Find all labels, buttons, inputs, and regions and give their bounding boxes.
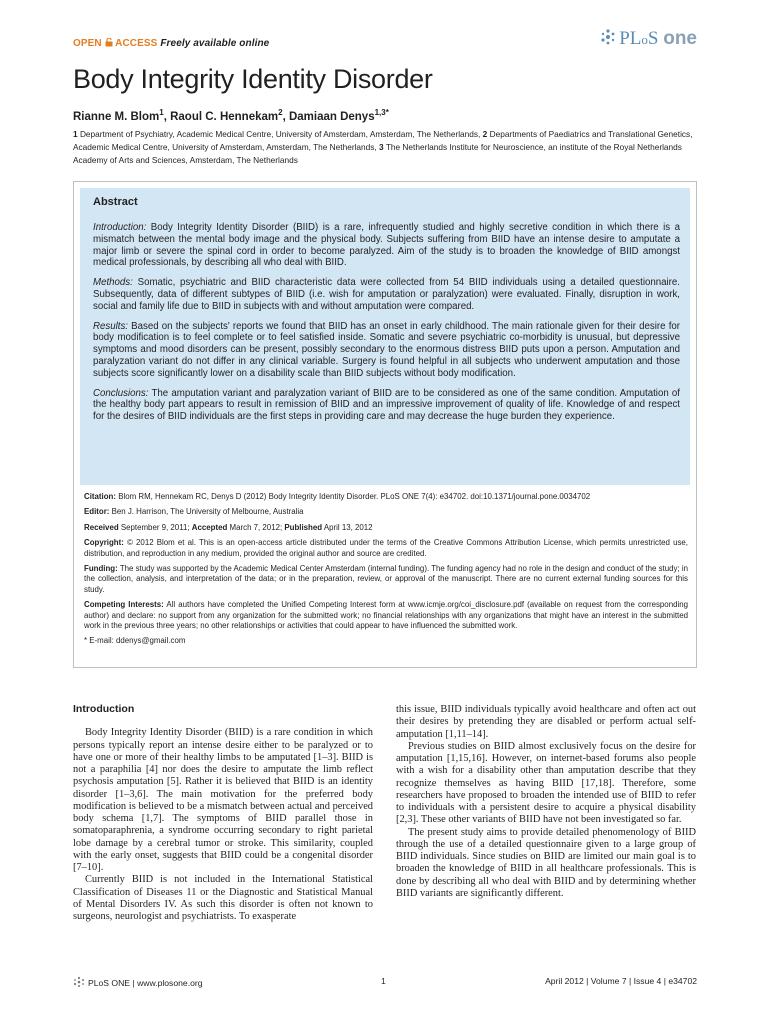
abstract-box [73,181,697,668]
body-column-right [396,704,696,900]
abstract-conclusions: Conclusions: The amputation variant and paralyzation variant of BIID are to be considered as one of the same condition. Amputation of the healthy body part appears to result in remission of BIID and an impressive improvement of quality of life. Knowledge of and respect for the desires of BIID individuals are the first steps in providing care and may decrease the huge burden they experience. [93,387,680,423]
page-footer: PLoS ONE | www.plosone.org 1 April 2012 | Volume 7 | Issue 4 | e34702 [73,974,697,990]
open-access-banner [73,38,269,49]
paragraph: Previous studies on BIID almost exclusively focus on the desire for amputation [1,15,16]. However, on internet-based forums also people with a wish for a disability other than amputation describe that they recognize themselves as having BIID [17,18]. Therefore, some researchers have proposed to broaden the intended use of BIID to refer to individuals with a persistent desire to acquire a physical disability [2,3]. These other variants of BIID have not been investigated so far. [396,740,696,826]
freely-available-label: Freely available online [160,38,270,49]
page-number: 1 [381,976,386,986]
introduction-heading: Introduction [73,703,135,715]
open-label: OPEN [73,38,102,49]
issue-info: April 2012 | Volume 7 | Issue 4 | e34702 [545,976,697,986]
editor: Editor: Ben J. Harrison, The University of Melbourne, Australia [84,507,304,517]
paragraph: Body Integrity Identity Disorder (BIID) is a rare condition in which persons typically report an intense desire either to be paralyzed or to have one or more of their healthy limbs to be amputated [1–3]. BIID is not a paraphilia [4] nor does the desire to amputate the limb reflect psychosis amputation [5]. Rather it is believed that BIID is an identity disorder [1–3,6]. The main motivation for the preferred body modification is believed to be a mismatch between actual and perceived body schema [1,7]. The symptoms of BIID parallel those in somatoparaphrenia, a syndrome occurring secondary to right parietal lobe damage by a cerebral tumor or stroke. This similarity, coupled with the early onset, suggests that BIID could be a congenital disorder [7–10]. [73,727,373,873]
funding: Funding: The study was supported by the Academic Medical Center Amsterdam (internal funding). The funding agency had no role in the design and conduct of the study; in the collection, analysis, and interpretation of the data; or in the preparation, review, or approval of the manuscript. There are no current external funding sources for this study. [84,564,688,594]
journal-header [73,28,697,56]
abstract-panel [80,188,690,485]
citation: Citation: Blom RM, Hennekam RC, Denys D (2012) Body Integrity Identity Disorder. PLoS ONE 7(4): e34702. doi:10.1371/journal.pone.0034702 [84,492,591,501]
affiliations: 1 Department of Psychiatry, Academic Medical Centre, University of Amsterdam, Amsterdam, The Netherlands, 2 Departments of Paediatrics and Translational Genetics, Academic Medical Centre, University of Amsterdam, Amsterdam, The Netherlands, 3 The Netherlands Institute for Neuroscience, an institute of the Royal Netherlands Academy of Arts and Sciences, Amsterdam, The Netherlands [73,129,693,165]
abstract-results: Results: Based on the subjects' reports we found that BIID has an onset in early childhood. The main rationale given for their desire for body modification is to feel complete or to feel satisfied inside. Somatic and severe psychiatric co-morbidity is unusual, but depressive symptoms and mood disorders can be present, possibly secondary to the enormous distress BIID puts upon a person. Amputation and paralyzation variant do not differ in any clinical variable. Surgery is found helpful in all subjects who underwent amputation and those subjects score significantly lower on a disability scale than BIID subjects without body modification. [93,320,680,379]
abstract-methods: Methods: Somatic, psychiatric and BIID characteristic data were collected from 54 BIID individuals using a detailed questionnaire. Subsequently, data of different subtypes of BIID (i.e. wish for amputation or paralyzation) were evaluated. Finally, disruption in work, social and family life due to BIID in subjects with and without amputation were compared. [93,277,680,312]
paragraph: The present study aims to provide detailed phenomenology of BIID through the use of a detailed questionnaire given to a large group of BIID individuals. Since studies on BIID are limited our main goal is to broaden the knowledge of BIID in all healthcare professionals. This is done by describing all who deal with BIID and by determining whether BIID variants are significantly different. [396,826,696,899]
email: * E-mail: ddenys@gmail.com [84,636,186,646]
copyright: Copyright: © 2012 Blom et al. This is an open-access article distributed under the terms of the Creative Commons Attribution License, which permits unrestricted use, distribution, and reproduction in any medium, provided the original author and source are credited. [84,538,688,558]
journal-url[interactable]: www.plosone.org [137,978,203,988]
article-title: Body Integrity Identity Disorder [73,64,433,94]
abstract-heading: Abstract [93,196,138,208]
abstract-introduction: Introduction: Body Integrity Identity Disorder (BIID) is a rare, infrequently studied and highly secretive condition in which there is a mismatch between the mental body image and the physical body. Subjects suffering from BIID have an intense desire to amputate a major limb or severe the spinal cord in order to become paralyzed. Aim of the study is to broaden the knowledge of BIID amongst medical professionals, by describing all who deal with BIID. [93,222,680,269]
dates: Received September 9, 2011; Accepted March 7, 2012; Published April 13, 2012 [84,522,373,532]
paragraph: this issue, BIID individuals typically avoid healthcare and often act out their desires by pretending they are disabled or perform actual self-amputation [1,11–14]. [396,704,696,740]
open-access-lock-icon [105,38,116,49]
body-column-left [73,703,373,923]
access-label: ACCESS [115,38,158,49]
paragraph: Currently BIID is not included in the International Statistical Classification of Diseases 11 or the Diagnostic and Statistical Manual of Mental Disorders IV. As such this disorder is often not known to surgeons, neurologist and psychiatrists. To exasperate [73,874,373,922]
plos-dots-icon [599,28,617,46]
plos-one-logo: PLoS one [599,28,697,50]
article-metadata [84,492,688,652]
author-list: Rianne M. Blom$^1$, Raoul C. Hennekam$^2$, Damiaan Denys$^{1,3*}$ [73,108,389,123]
competing-interests: Competing Interests: All authors have completed the Unified Competing Interest form at www.icmje.org/coi_disclosure.pdf (available on request from the corresponding author) and declare: no support from any organization for the submitted work; no financial relationships with any organizations that might have an interest in the submitted work in the previous three years; no other relationships or activities that could appear to have influenced the submitted work. [84,600,689,631]
plos-dots-icon [73,976,85,988]
